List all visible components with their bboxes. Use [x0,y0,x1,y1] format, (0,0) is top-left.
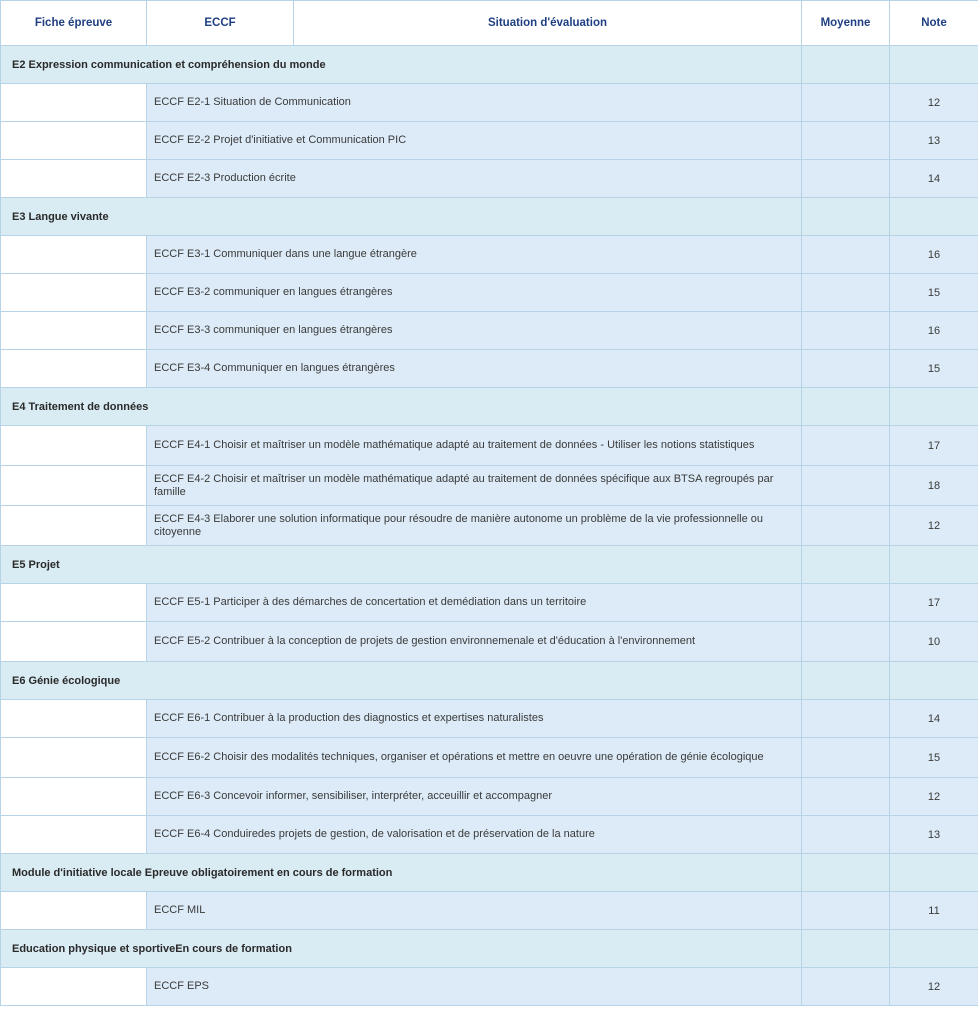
note-value: 14 [890,700,978,738]
note-value: 15 [890,738,978,778]
header-row [1,1,978,46]
section-title: E3 Langue vivante [1,198,802,236]
table-row [1,506,978,546]
situation-label: ECCF MIL [147,892,802,930]
fiche-cell [1,466,147,506]
table-row [1,236,978,274]
section-moyenne-cell [802,388,890,426]
situation-label: ECCF E5-1 Participer à des démarches de concertation et demédiation dans un territoire [147,584,802,622]
header-situation: Situation d'évaluation [294,1,802,46]
situation-label: ECCF E6-4 Conduiredes projets de gestion, de valorisation et de préservation de la nature [147,816,802,854]
moyenne-cell [802,968,890,1006]
note-value: 13 [890,122,978,160]
moyenne-cell [802,160,890,198]
header-moyenne: Moyenne [802,1,890,46]
moyenne-cell [802,700,890,738]
table-row [1,426,978,466]
situation-label: ECCF E2-1 Situation de Communication [147,84,802,122]
fiche-cell [1,274,147,312]
fiche-cell [1,236,147,274]
situation-label: ECCF EPS [147,968,802,1006]
section-moyenne-cell [802,46,890,84]
moyenne-cell [802,506,890,546]
header-eccf: ECCF [147,1,294,46]
situation-label: ECCF E2-3 Production écrite [147,160,802,198]
situation-label: ECCF E6-2 Choisir des modalités techniques, organiser et opérations et mettre en oeuvre une opération de génie écologique [147,738,802,778]
table-row [1,584,978,622]
table-row [1,84,978,122]
note-value: 11 [890,892,978,930]
fiche-cell [1,426,147,466]
situation-label: ECCF E3-1 Communiquer dans une langue étrangère [147,236,802,274]
section-title: E4 Traitement de données [1,388,802,426]
table-row [1,122,978,160]
moyenne-cell [802,350,890,388]
fiche-cell [1,968,147,1006]
moyenne-cell [802,84,890,122]
note-value: 18 [890,466,978,506]
section-row [1,388,978,426]
section-note-cell [890,854,978,892]
fiche-cell [1,312,147,350]
section-row [1,198,978,236]
fiche-cell [1,816,147,854]
fiche-cell [1,622,147,662]
fiche-cell [1,892,147,930]
section-title: E6 Génie écologique [1,662,802,700]
situation-label: ECCF E5-2 Contribuer à la conception de projets de gestion environnemenale et d'éducation à l'environnement [147,622,802,662]
note-value: 17 [890,584,978,622]
section-note-cell [890,388,978,426]
note-value: 12 [890,506,978,546]
grades-body [1,46,978,1006]
section-moyenne-cell [802,930,890,968]
moyenne-cell [802,236,890,274]
situation-label: ECCF E3-2 communiquer en langues étrangères [147,274,802,312]
table-row [1,466,978,506]
moyenne-cell [802,778,890,816]
section-row [1,662,978,700]
moyenne-cell [802,426,890,466]
note-value: 12 [890,778,978,816]
moyenne-cell [802,738,890,778]
situation-label: ECCF E2-2 Projet d'initiative et Communication PIC [147,122,802,160]
note-value: 13 [890,816,978,854]
table-row [1,738,978,778]
moyenne-cell [802,584,890,622]
moyenne-cell [802,274,890,312]
section-note-cell [890,46,978,84]
fiche-cell [1,84,147,122]
section-row [1,546,978,584]
section-moyenne-cell [802,198,890,236]
note-value: 16 [890,236,978,274]
note-value: 16 [890,312,978,350]
section-row [1,930,978,968]
table-row [1,160,978,198]
table-row [1,892,978,930]
note-value: 15 [890,274,978,312]
moyenne-cell [802,892,890,930]
fiche-cell [1,700,147,738]
fiche-cell [1,506,147,546]
note-value: 17 [890,426,978,466]
section-note-cell [890,198,978,236]
situation-label: ECCF E4-2 Choisir et maîtriser un modèle mathématique adapté au traitement de données spécifique aux BTSA regroupés par famille [147,466,802,506]
situation-label: ECCF E3-3 communiquer en langues étrangères [147,312,802,350]
section-note-cell [890,662,978,700]
table-row [1,622,978,662]
section-moyenne-cell [802,662,890,700]
note-value: 14 [890,160,978,198]
moyenne-cell [802,622,890,662]
note-value: 12 [890,968,978,1006]
section-moyenne-cell [802,546,890,584]
fiche-cell [1,122,147,160]
table-row [1,778,978,816]
section-note-cell [890,546,978,584]
situation-label: ECCF E4-1 Choisir et maîtriser un modèle mathématique adapté au traitement de données - Utiliser les notions statistiques [147,426,802,466]
table-row [1,816,978,854]
fiche-cell [1,778,147,816]
header-fiche: Fiche épreuve [1,1,147,46]
section-note-cell [890,930,978,968]
section-title: Module d'initiative locale Epreuve obligatoirement en cours de formation [1,854,802,892]
moyenne-cell [802,816,890,854]
table-row [1,312,978,350]
section-row [1,854,978,892]
table-row [1,700,978,738]
moyenne-cell [802,312,890,350]
fiche-cell [1,738,147,778]
moyenne-cell [802,122,890,160]
section-row [1,46,978,84]
situation-label: ECCF E6-3 Concevoir informer, sensibiliser, interpréter, acceuillir et accompagner [147,778,802,816]
table-row [1,350,978,388]
header-note: Note [890,1,978,46]
note-value: 15 [890,350,978,388]
table-row [1,274,978,312]
section-moyenne-cell [802,854,890,892]
fiche-cell [1,584,147,622]
fiche-cell [1,350,147,388]
situation-label: ECCF E3-4 Communiquer en langues étrangères [147,350,802,388]
moyenne-cell [802,466,890,506]
section-title: Education physique et sportiveEn cours de formation [1,930,802,968]
situation-label: ECCF E6-1 Contribuer à la production des diagnostics et expertises naturalistes [147,700,802,738]
table-row [1,968,978,1006]
section-title: E5 Projet [1,546,802,584]
note-value: 12 [890,84,978,122]
section-title: E2 Expression communication et compréhension du monde [1,46,802,84]
situation-label: ECCF E4-3 Elaborer une solution informatique pour résoudre de manière autonome un problème de la vie professionnelle ou citoyenne [147,506,802,546]
fiche-cell [1,160,147,198]
note-value: 10 [890,622,978,662]
